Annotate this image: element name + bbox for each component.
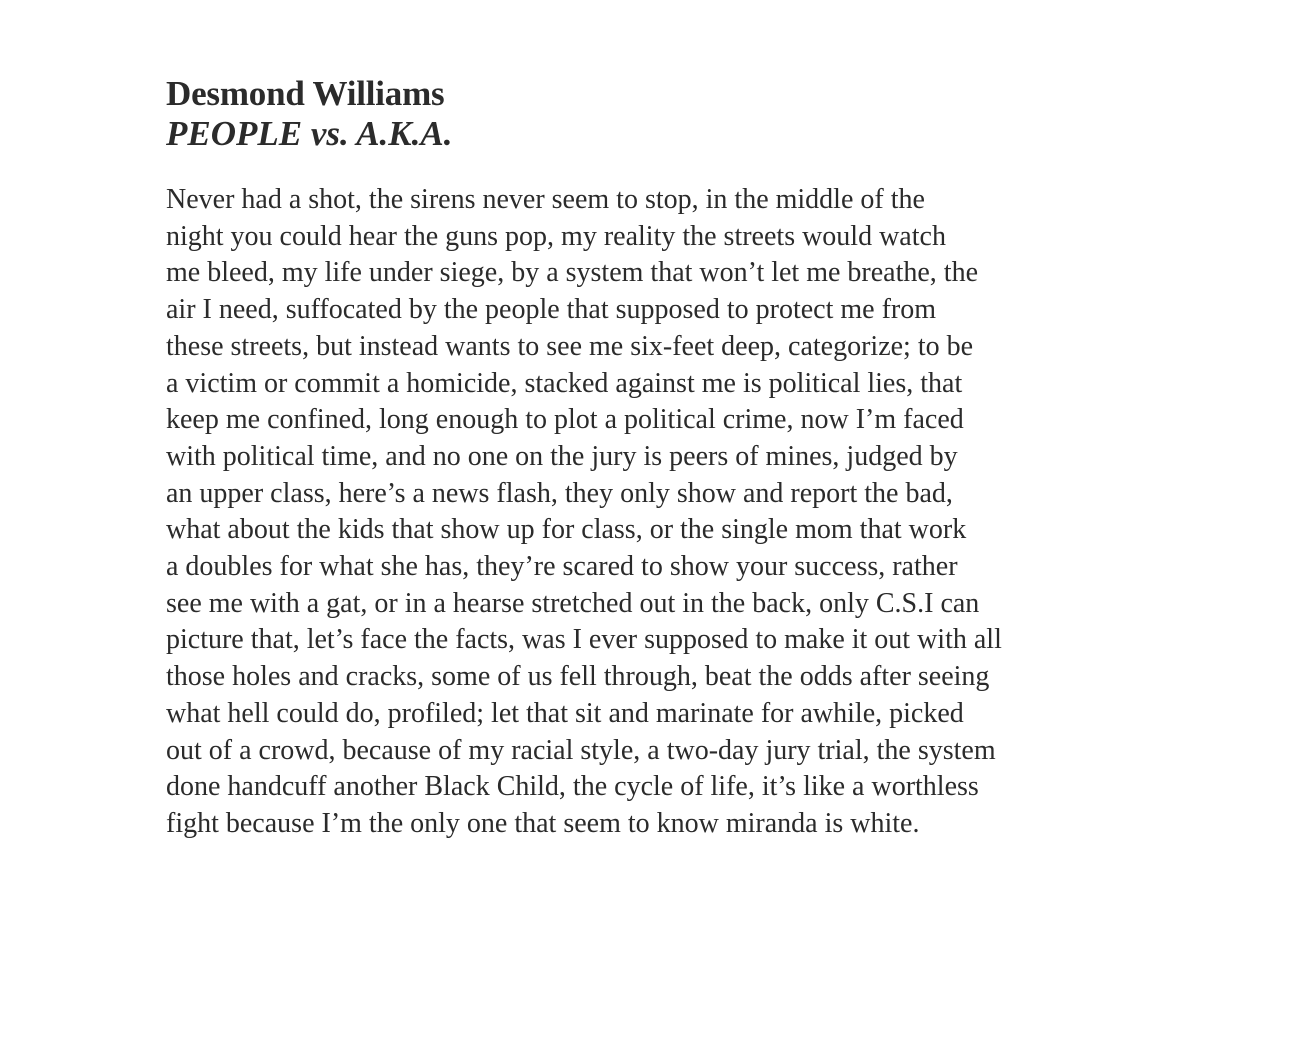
poem-line: see me with a gat, or in a hearse stretched out in the back, only C.S.I can (166, 587, 980, 619)
document-page (166, 74, 1126, 843)
poem-line: keep me confined, long enough to plot a political crime, now I’m faced (166, 404, 964, 436)
poem-line: out of a crowd, because of my racial style, a two-day jury trial, the system (166, 734, 996, 766)
poem-line: what hell could do, profiled; let that sit and marinate for awhile, picked (166, 697, 964, 729)
poem-line: these streets, but instead wants to see me six-feet deep, categorize; to be (166, 330, 974, 362)
poem-line: those holes and cracks, some of us fell through, beat the odds after seeing (166, 661, 990, 693)
poem-line: a doubles for what she has, they’re scared to show your success, rather (166, 551, 958, 583)
poem-line: night you could hear the guns pop, my reality the streets would watch (166, 220, 946, 252)
poem-body (166, 182, 1126, 843)
poem-line: me bleed, my life under siege, by a system that won’t let me breathe, the (166, 257, 979, 289)
poem-line: done handcuff another Black Child, the cycle of life, it’s like a worthless (166, 771, 979, 803)
poem-line: what about the kids that show up for class, or the single mom that work (166, 514, 967, 546)
poem-line: air I need, suffocated by the people that supposed to protect me from (166, 294, 937, 326)
poem-line: with political time, and no one on the jury is peers of mines, judged by (166, 440, 958, 472)
poem-line: picture that, let’s face the facts, was I ever supposed to make it out with all (166, 624, 1002, 656)
author-name: Desmond Williams (166, 74, 445, 113)
poem-title: PEOPLE vs. A.K.A. (166, 114, 453, 153)
poem-line: an upper class, here’s a news flash, they only show and report the bad, (166, 477, 953, 509)
poem-line: fight because I’m the only one that seem to know miranda is white. (166, 807, 920, 839)
poem-line: Never had a shot, the sirens never seem to stop, in the middle of the (166, 184, 925, 215)
poem-line: a victim or commit a homicide, stacked against me is political lies, that (166, 367, 963, 399)
